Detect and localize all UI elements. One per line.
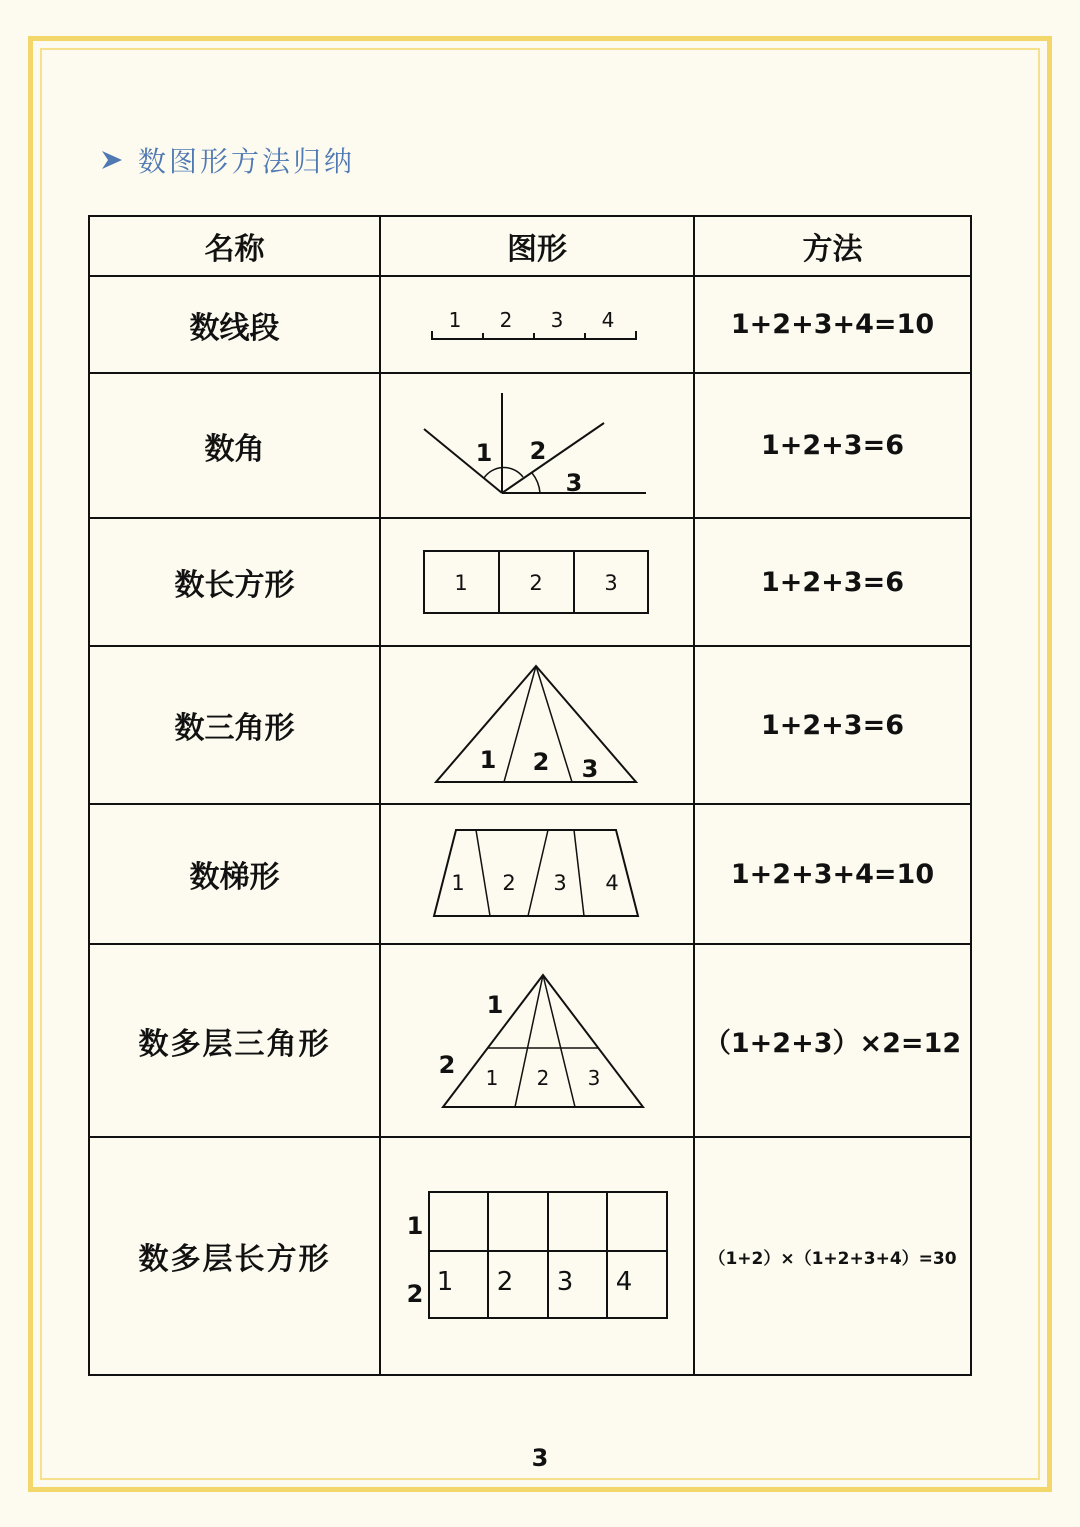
row-name: 数角: [89, 373, 380, 518]
header-figure: 图形: [380, 216, 694, 276]
segment-label: 1: [448, 307, 462, 332]
angle-label: 1: [475, 438, 493, 467]
trapezoid-label: 3: [553, 871, 567, 895]
layer-label: 2: [406, 1280, 424, 1308]
triangle-label: 1: [479, 746, 497, 774]
rectangle-label: 1: [454, 571, 468, 595]
rectangle-figure: [422, 549, 652, 615]
triangle-figure: [434, 664, 640, 786]
row-figure: [380, 1137, 694, 1375]
layer-label: 1: [406, 1212, 424, 1240]
section-heading: [100, 138, 355, 182]
trapezoid-figure: [432, 828, 642, 920]
row-method: 1+2+3+4=10: [694, 804, 971, 944]
row-figure: [380, 804, 694, 944]
triangle-label: 2: [536, 1065, 550, 1090]
methods-table: [88, 215, 972, 1376]
row-name: 数长方形: [89, 518, 380, 646]
trapezoid-label: 2: [502, 871, 516, 895]
layer-label: 2: [438, 1050, 456, 1079]
row-name: 数多层三角形: [89, 944, 380, 1137]
rectangle-label: 3: [556, 1267, 574, 1297]
row-figure: [380, 944, 694, 1137]
trapezoid-label: 1: [451, 871, 465, 895]
row-figure: [380, 373, 694, 518]
row-figure: [380, 646, 694, 804]
row-method: 1+2+3=6: [694, 646, 971, 804]
rectangle-label: 3: [604, 571, 618, 595]
row-name: 数梯形: [89, 804, 380, 944]
header-method: 方法: [694, 216, 971, 276]
triangle-label: 3: [587, 1065, 601, 1090]
row-name: 数三角形: [89, 646, 380, 804]
table-row: [89, 804, 971, 944]
rectangle-label: 2: [529, 571, 543, 595]
table-row: [89, 944, 971, 1137]
layered-triangle-figure: [429, 971, 645, 1111]
row-method: 1+2+3=6: [694, 518, 971, 646]
rectangle-label: 4: [615, 1267, 633, 1297]
table-row: [89, 373, 971, 518]
triangle-label: 1: [485, 1065, 499, 1090]
section-heading-text: 数图形方法归纳: [138, 145, 356, 178]
row-figure: [380, 518, 694, 646]
row-name: 数线段: [89, 276, 380, 373]
table-row: [89, 518, 971, 646]
trapezoid-label: 4: [605, 871, 619, 895]
rectangle-label: 1: [436, 1267, 454, 1297]
table-row: [89, 646, 971, 804]
header-name: 名称: [89, 216, 380, 276]
arrowhead-icon: [100, 148, 124, 172]
triangle-label: 3: [581, 755, 599, 783]
angle-label: 2: [529, 436, 547, 465]
rectangle-label: 2: [496, 1267, 514, 1297]
row-method: （1+2）×（1+2+3+4）=30: [694, 1137, 971, 1375]
triangle-label: 2: [532, 748, 550, 776]
layer-label: 1: [486, 990, 504, 1019]
segment-label: 4: [601, 307, 615, 332]
table-header-row: [89, 216, 971, 276]
row-method: （1+2+3）×2=12: [694, 944, 971, 1137]
segment-label: 3: [550, 307, 564, 332]
segment-figure: [430, 305, 644, 345]
angle-label: 3: [565, 468, 583, 497]
row-method: 1+2+3+4=10: [694, 276, 971, 373]
page-number: 3: [531, 1444, 549, 1472]
row-method: 1+2+3=6: [694, 373, 971, 518]
table-row: [89, 1137, 971, 1375]
layered-rectangle-figure: [405, 1190, 669, 1322]
row-name: 数多层长方形: [89, 1137, 380, 1375]
row-figure: [380, 276, 694, 373]
segment-label: 2: [499, 307, 513, 332]
table-row: [89, 276, 971, 373]
angle-figure: [422, 391, 652, 501]
